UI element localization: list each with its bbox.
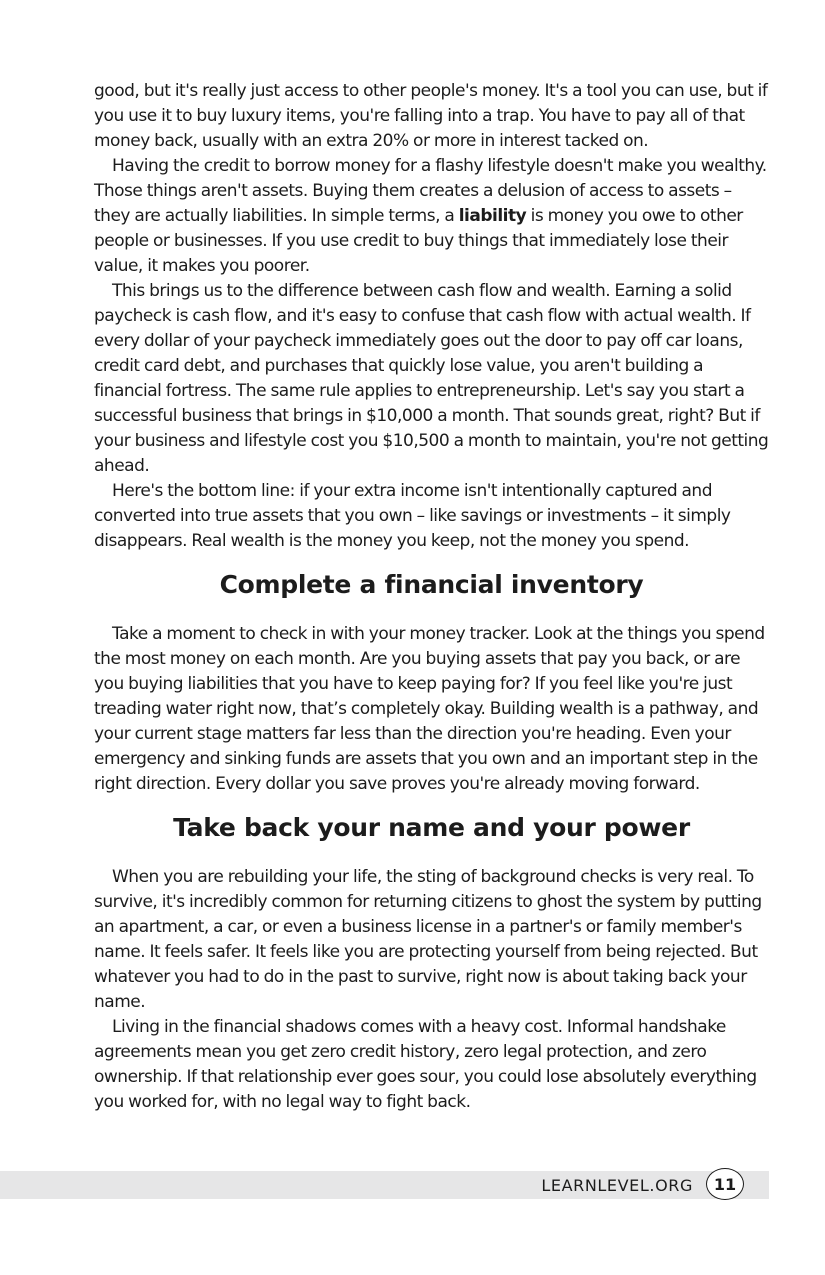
body-paragraph-3: This brings us to the difference between cash flow and wealth. Earning a solid paycheck is cash flow, and it's easy to confuse that cash flow with actual wealth. If every dollar of your paycheck immediately goes out the door to pay off car loans, credit card debt, and purchases that quickly lose value, you aren't building a financial fortress. The same rule applies to entrepreneurship. Let's say you start a successful business that brings in $10,000 a month. That sounds great, right? But if your business and lifestyle cost you $10,500 a month to maintain, you're not getting ahead. [94,281,769,476]
take-back-name-paragraph-1: When you are rebuilding your life, the sting of background checks is very real. To survive, it's incredibly common for returning citizens to ghost the system by putting an apartment, a car, or even a business license in a partner's or family member's name. It feels safer. It feels like you are protecting yourself from being rejected. But whatever you had to do in the past to survive, right now is about taking back your name. [94,867,762,1012]
liability-term: liability [458,206,527,226]
body-paragraph-2 [94,154,769,279]
section-heading-take-back-name: Take back your name and your power [173,813,690,842]
body-paragraph-2-part-2: is money you owe to other people or businesses. If you use credit to buy things that immediately lose their value, it makes you poorer. [94,206,743,276]
footer-site-url: LEARNLEVEL.ORG [541,1176,693,1195]
body-paragraph-2-part-1: Having the credit to borrow money for a flashy lifestyle doesn't make you wealthy. Those things aren't assets. Buying them creates a delusion of access to assets – they are actually liabilities. In simple terms, a [94,156,767,226]
footer-bar [0,1171,769,1199]
section-heading-financial-inventory: Complete a financial inventory [219,570,644,599]
body-paragraph-1: good, but it's really just access to other people's money. It's a tool you can use, but if you use it to buy luxury items, you're falling into a trap. You have to pay all of that money back, usually with an extra 20% or more in interest tacked on. [94,81,768,151]
body-paragraph-4: Here's the bottom line: if your extra income isn't intentionally captured and converted into true assets that you own – like savings or investments – it simply disappears. Real wealth is the money you keep, not the money you spend. [94,481,731,551]
financial-inventory-paragraph: Take a moment to check in with your money tracker. Look at the things you spend the most money on each month. Are you buying assets that pay you back, or are you buying liabilities that you have to keep paying for? If you feel like you're just treading water right now, that’s completely okay. Building wealth is a pathway, and your current stage matters far less than the direction you're heading. Even your emergency and sinking funds are assets that you own and an important step in the right direction. Every dollar you save proves you're already moving forward. [94,624,765,794]
page-number-badge: 11 [706,1168,744,1200]
take-back-name-paragraph-2: Living in the financial shadows comes with a heavy cost. Informal handshake agreements mean you get zero credit history, zero legal protection, and zero ownership. If that relationship ever goes sour, you could lose absolutely everything you worked for, with no legal way to fight back. [94,1017,757,1112]
page-content [94,79,769,1115]
